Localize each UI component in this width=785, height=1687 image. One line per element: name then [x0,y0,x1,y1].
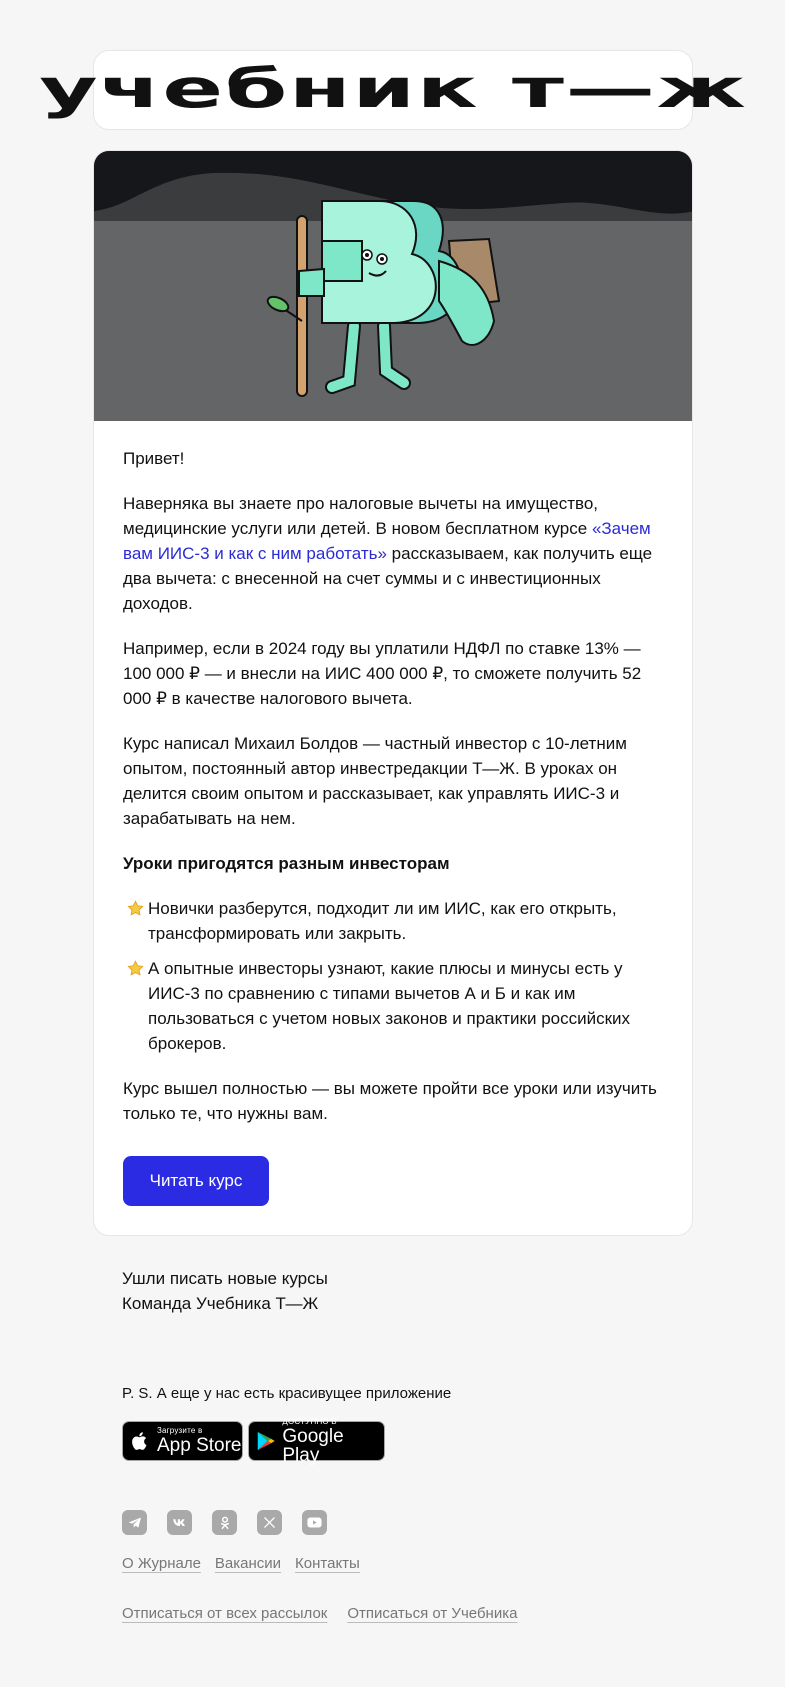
intro-paragraph [123,491,668,616]
list-item-text: А опытные инвесторы узнают, какие плюсы и минусы есть у ИИС-3 по сравнению с типами вычетов А и Б и как им пользоваться с учетом новых законов и практики российских брокеров. [148,959,631,1053]
signoff-line: Ушли писать новые курсы [122,1269,328,1288]
x-icon[interactable] [257,1510,282,1535]
contacts-link[interactable]: Контакты [295,1555,360,1572]
youtube-icon[interactable] [302,1510,327,1535]
google-play-button[interactable] [248,1416,385,1466]
logo-header [38,50,748,130]
email-body [123,446,668,1146]
course-link[interactable]: «Зачем вам ИИС-3 и как с ним работать» [123,519,651,563]
example-paragraph: Например, если в 2024 году вы уплатили НДФЛ по ставке 13% — 100 000 ₽ — и внесли на ИИС 400 000 ₽, то сможете получить 52 000 ₽ в качестве налогового вычета. [123,639,642,708]
social-links [122,1510,327,1535]
star-icon [127,960,144,977]
star-icon [127,900,144,917]
list-item [123,896,668,946]
read-course-button[interactable]: Читать курс [123,1156,269,1206]
vk-icon[interactable] [167,1510,192,1535]
email-card [93,150,693,1236]
about-link[interactable]: О Журнале [122,1555,201,1572]
greeting: Привет! [123,449,185,468]
list-item-text: Новички разберутся, подходит ли им ИИС, как его открыть, трансформировать или закрыть. [148,899,617,943]
bullet-list [123,896,668,1056]
ps-text: P. S. А еще у нас есть красивущее приложение [122,1385,452,1402]
app-store-button[interactable] [122,1421,243,1461]
intro-text-start: Наверняка вы знаете про налоговые вычеты на имущество, медицинские услуги или детей. В новом бесплатном курсе [123,494,599,538]
vacancies-link[interactable]: Вакансии [214,1555,282,1572]
unsubscribe-links [122,1605,517,1622]
app-store-small: Загрузите в [157,1426,203,1435]
unsubscribe-course-link[interactable]: Отписаться от Учебника [347,1605,518,1622]
author-paragraph: Курс написал Михаил Болдов — частный инвестор с 10-летним опытом, постоянный автор инвестредакции Т—Ж. В уроках он делится своим опытом и рассказывает, как управлять ИИС-3 и зарабатывать на нем. [123,734,627,828]
odnoklassniki-icon[interactable] [212,1510,237,1535]
telegram-icon[interactable] [122,1510,147,1535]
hero-illustration [94,151,693,421]
unsubscribe-all-link[interactable]: Отписаться от всех рассылок [122,1605,328,1622]
app-store-big: App Store [157,1435,242,1456]
closing-paragraph: Курс вышел полностью — вы можете пройти все уроки или изучить только те, что нужны вам. [123,1079,657,1123]
apple-icon [123,1430,157,1452]
logo: учебник т—ж [38,58,748,121]
google-play-big: Google Play [282,1425,344,1466]
list-item [123,956,668,1056]
signoff-team: Команда Учебника Т—Ж [122,1294,319,1313]
google-play-text [282,1418,384,1465]
google-play-small: ДОСТУПНО В [282,1416,337,1426]
section-heading: Уроки пригодятся разным инвесторам [123,854,450,873]
intro-text-end: рассказываем, как получить еще два вычета: с внесенной на счет суммы и с инвестиционных доходов. [123,544,653,613]
signoff [122,1266,328,1316]
footer-links [122,1555,360,1572]
app-store-text [157,1427,242,1455]
google-play-icon [249,1430,282,1452]
